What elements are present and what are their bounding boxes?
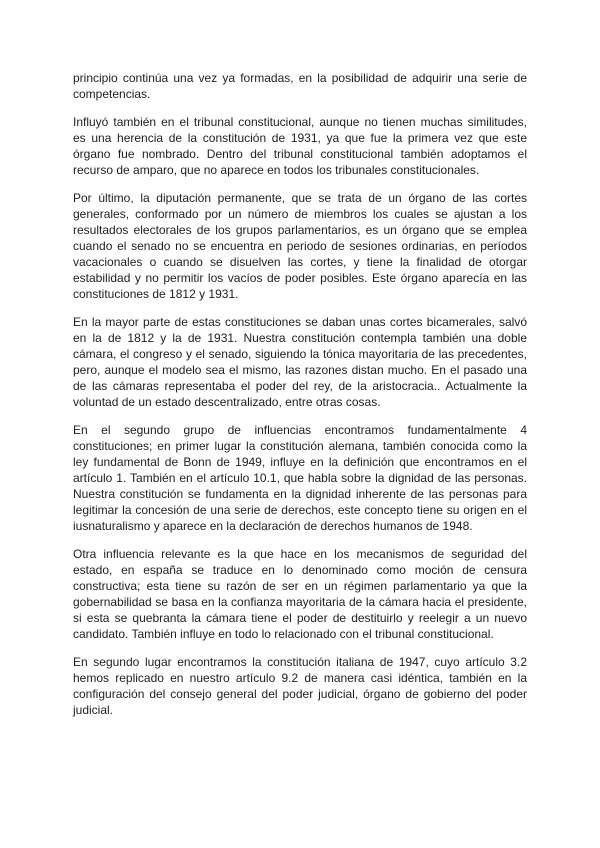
text-line: voluntad de un estado descentralizado, entre otras cosas. (73, 395, 381, 409)
text-line: competencias. (73, 87, 151, 101)
text-line: configuración del consejo general del poder judicial, órgano de gobierno del poder (73, 687, 527, 701)
paragraph (73, 70, 527, 102)
text-line: constituciones de 1812 y 1931. (73, 287, 239, 301)
paragraph (73, 114, 527, 178)
text-line: judicial. (73, 703, 114, 717)
text-line: si esta se quebranta la cámara tiene el poder de destituirlo y reelegir a un nuevo (73, 611, 527, 625)
text-line: constituciones; en primer lugar la constitución alemana, también conocida como la (73, 439, 527, 453)
text-line: en la de 1812 y la de 1931. Nuestra constitución contempla también una doble (73, 331, 527, 345)
text-line: ley fundamental de Bonn de 1949, influye en la definición que encontramos en el (73, 455, 527, 469)
text-line: legitimar la concesión de una serie de derechos, este concepto tiene su origen en el (73, 503, 527, 517)
text-line: de las cámaras representaba el poder del rey, de la aristocracia.. Actualmente la (73, 379, 527, 393)
text-line: Otra influencia relevante es la que hace en los mecanismos de seguridad del (73, 547, 527, 561)
text-line: cámara, el congreso y el senado, siguiendo la tónica mayoritaria de las precedentes, (73, 347, 527, 361)
text-line: resultados electorales de los grupos parlamentarios, es un órgano que se emplea (73, 223, 527, 237)
text-line: hemos replicado en nuestro artículo 9.2 de manera casi idéntica, también en la (73, 671, 527, 685)
text-line: estabilidad y no permitir los vacíos de poder posibles. Este órgano aparecía en las (73, 271, 527, 285)
text-line: es una herencia de la constitución de 1931, ya que fue la primera vez que este (73, 131, 527, 145)
text-line: cuando el senado no se encuentra en periodo de sesiones ordinarias, en períodos (73, 239, 527, 253)
paragraph (73, 314, 527, 410)
paragraph (73, 422, 527, 534)
text-line: En la mayor parte de estas constituciones se daban unas cortes bicamerales, salvó (73, 315, 527, 329)
text-line: órgano fue nombrado. Dentro del tribunal constitucional también adoptamos el (73, 147, 527, 161)
paragraph (73, 654, 527, 718)
text-line: estado, en españa se traduce en lo denominado como moción de censura (73, 563, 527, 577)
text-line: constructiva; esta tiene su razón de ser en un régimen parlamentario ya que la (73, 579, 527, 593)
text-line: En el segundo grupo de influencias encontramos fundamentalmente 4 (73, 423, 527, 437)
text-line: generales, conformado por un número de miembros los cuales se ajustan a los (73, 207, 527, 221)
text-line: principio continúa una vez ya formadas, en la posibilidad de adquirir una serie de (73, 71, 527, 85)
text-line: recurso de amparo, que no aparece en todos los tribunales constitucionales. (73, 163, 480, 177)
text-line: Nuestra constitución se fundamenta en la dignidad inherente de las personas para (73, 487, 527, 501)
text-line: vacacionales o cuando se disuelven las cortes, y tiene la finalidad de otorgar (73, 255, 527, 269)
text-line: candidato. También influye en todo lo relacionado con el tribunal constitucional. (73, 627, 494, 641)
text-line: gobernabilidad se basa en la confianza mayoritaria de la cámara hacia el presidente, (73, 595, 527, 609)
paragraph (73, 190, 527, 302)
paragraph (73, 546, 527, 642)
document-page (73, 70, 527, 730)
text-line: Influyó también en el tribunal constitucional, aunque no tienen muchas similitudes, (73, 115, 527, 129)
text-line: Por último, la diputación permanente, que se trata de un órgano de las cortes (73, 191, 527, 205)
text-line: iusnaturalismo y aparece en la declaración de derechos humanos de 1948. (73, 519, 473, 533)
text-line: En segundo lugar encontramos la constitución italiana de 1947, cuyo artículo 3.2 (73, 655, 527, 669)
text-line: pero, aunque el modelo sea el mismo, las razones distan mucho. En el pasado una (73, 363, 527, 377)
text-line: artículo 1. También en el artículo 10.1, que habla sobre la dignidad de las personas. (73, 471, 527, 485)
